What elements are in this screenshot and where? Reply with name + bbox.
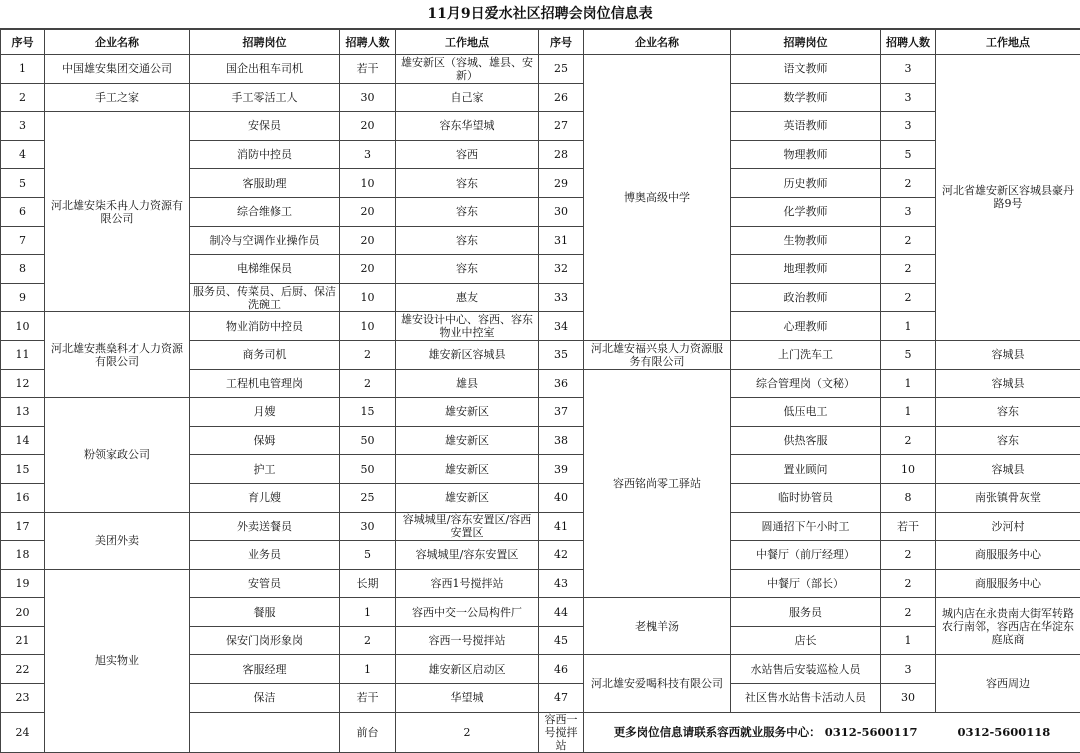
row-number: 23 [1, 684, 45, 713]
row-number: 15 [1, 455, 45, 484]
row-number: 24 [1, 712, 45, 752]
hire-count: 3 [881, 197, 936, 226]
row-number: 19 [1, 569, 45, 598]
row-number: 26 [539, 83, 584, 112]
company-name: 河北雄安燕燊科才人力资源有限公司 [45, 312, 190, 398]
hire-count: 30 [340, 512, 396, 541]
hire-count: 2 [340, 626, 396, 655]
hire-count: 5 [340, 541, 396, 570]
work-place: 容东 [936, 398, 1080, 427]
job-title: 护工 [190, 455, 340, 484]
job-title: 置业顾问 [731, 455, 881, 484]
job-table [0, 29, 1080, 753]
row-number: 22 [1, 655, 45, 684]
job-title: 政治教师 [731, 283, 881, 312]
job-title: 临时协管员 [731, 483, 881, 512]
job-title: 前台 [340, 712, 396, 752]
hire-count: 1 [881, 626, 936, 655]
table-row [1, 112, 1080, 141]
hire-count: 3 [881, 655, 936, 684]
work-place: 容城县 [936, 455, 1080, 484]
hire-count: 若干 [881, 512, 936, 541]
row-number: 13 [1, 398, 45, 427]
row-number: 35 [539, 340, 584, 369]
job-title: 化学教师 [731, 197, 881, 226]
job-title: 英语教师 [731, 112, 881, 141]
work-place: 雄安新区容城县 [396, 340, 539, 369]
work-place: 雄安新区（容城、雄县、安新） [396, 55, 539, 84]
work-place: 容西周边 [936, 655, 1080, 712]
work-place: 雄安新区 [396, 483, 539, 512]
row-number: 14 [1, 426, 45, 455]
company-name: 老槐羊汤 [584, 598, 731, 655]
work-place: 雄安新区 [396, 398, 539, 427]
row-number: 42 [539, 541, 584, 570]
header-cell: 企业名称 [45, 30, 190, 55]
company-name: 河北雄安爱喝科技有限公司 [584, 655, 731, 712]
hire-count: 20 [340, 112, 396, 141]
table-row [1, 55, 1080, 84]
header-cell: 工作地点 [396, 30, 539, 55]
hire-count: 长期 [340, 569, 396, 598]
row-number: 10 [1, 312, 45, 341]
work-place: 容东华望城 [396, 112, 539, 141]
job-title: 保安门岗形象岗 [190, 626, 340, 655]
job-title: 服务员 [731, 598, 881, 627]
row-number: 33 [539, 283, 584, 312]
job-title: 电梯维保员 [190, 255, 340, 284]
row-number: 34 [539, 312, 584, 341]
job-title: 中餐厅（前厅经理） [731, 541, 881, 570]
hire-count: 1 [881, 398, 936, 427]
company-name: 博奥高级中学 [584, 55, 731, 341]
job-title: 综合管理岗（文秘） [731, 369, 881, 398]
row-number: 3 [1, 112, 45, 141]
hire-count: 1 [340, 655, 396, 684]
work-place: 容西1号搅拌站 [396, 569, 539, 598]
row-number: 20 [1, 598, 45, 627]
row-number: 46 [539, 655, 584, 684]
company-name: 旭实物业 [45, 569, 190, 752]
row-number: 12 [1, 369, 45, 398]
header-cell: 企业名称 [584, 30, 731, 55]
work-place: 容西一号搅拌站 [539, 712, 584, 752]
row-number: 45 [539, 626, 584, 655]
job-title: 育儿嫂 [190, 483, 340, 512]
table-row [1, 398, 1080, 427]
work-place: 容城县 [936, 369, 1080, 398]
header-cell: 招聘人数 [881, 30, 936, 55]
job-title: 数学教师 [731, 83, 881, 112]
hire-count: 2 [340, 340, 396, 369]
row-number: 30 [539, 197, 584, 226]
hire-count: 20 [340, 255, 396, 284]
hire-count: 若干 [340, 55, 396, 84]
row-number: 4 [1, 140, 45, 169]
hire-count: 10 [340, 283, 396, 312]
work-place: 雄安设计中心、容西、容东物业中控室 [396, 312, 539, 341]
hire-count: 10 [340, 169, 396, 198]
job-title: 业务员 [190, 541, 340, 570]
hire-count: 10 [881, 455, 936, 484]
job-title: 社区售水站售卡活动人员 [731, 684, 881, 713]
hire-count: 5 [881, 340, 936, 369]
header-row [1, 30, 1080, 55]
header-cell: 招聘岗位 [190, 30, 340, 55]
row-number: 36 [539, 369, 584, 398]
contact-footer: 更多岗位信息请联系容西就业服务中心： 0312-5600117 0312-5600118 [584, 712, 1080, 752]
header-cell: 招聘岗位 [731, 30, 881, 55]
hire-count: 15 [340, 398, 396, 427]
job-title: 地理教师 [731, 255, 881, 284]
job-title: 制冷与空调作业操作员 [190, 226, 340, 255]
hire-count: 5 [881, 140, 936, 169]
work-place: 容城城里/容东安置区 [396, 541, 539, 570]
hire-count: 2 [881, 226, 936, 255]
hire-count: 30 [881, 684, 936, 713]
job-title: 水站售后安装巡检人员 [731, 655, 881, 684]
hire-count: 1 [340, 598, 396, 627]
row-number: 31 [539, 226, 584, 255]
job-title: 客服经理 [190, 655, 340, 684]
hire-count: 30 [340, 83, 396, 112]
row-number: 9 [1, 283, 45, 312]
hire-count: 2 [881, 541, 936, 570]
job-title: 店长 [731, 626, 881, 655]
work-place: 南张镇骨灰堂 [936, 483, 1080, 512]
job-title: 商务司机 [190, 340, 340, 369]
work-place: 雄安新区 [396, 455, 539, 484]
work-place: 雄安新区 [396, 426, 539, 455]
table-row [1, 512, 1080, 541]
hire-count: 50 [340, 455, 396, 484]
company-name: 容西铭尚零工驿站 [584, 369, 731, 598]
row-number: 47 [539, 684, 584, 713]
hire-count: 10 [340, 312, 396, 341]
row-number: 40 [539, 483, 584, 512]
company-name: 中国雄安集团交通公司 [45, 55, 190, 84]
hire-count: 3 [881, 112, 936, 141]
hire-count: 1 [881, 369, 936, 398]
hire-count: 2 [881, 283, 936, 312]
job-title: 月嫂 [190, 398, 340, 427]
work-place: 沙河村 [936, 512, 1080, 541]
row-number: 7 [1, 226, 45, 255]
hire-count: 2 [340, 369, 396, 398]
work-place: 河北省雄安新区容城县豪丹路9号 [936, 55, 1080, 341]
row-number: 5 [1, 169, 45, 198]
header-cell: 序号 [539, 30, 584, 55]
hire-count: 2 [396, 712, 539, 752]
work-place: 商服服务中心 [936, 541, 1080, 570]
row-number: 27 [539, 112, 584, 141]
hire-count: 25 [340, 483, 396, 512]
header-cell: 序号 [1, 30, 45, 55]
work-place: 雄安新区启动区 [396, 655, 539, 684]
table-row [1, 312, 1080, 341]
row-number: 8 [1, 255, 45, 284]
job-title: 工程机电管理岗 [190, 369, 340, 398]
company-name [190, 712, 340, 752]
row-number: 1 [1, 55, 45, 84]
job-title: 安管员 [190, 569, 340, 598]
job-title: 供热客服 [731, 426, 881, 455]
company-name: 手工之家 [45, 83, 190, 112]
hire-count: 2 [881, 255, 936, 284]
row-number: 2 [1, 83, 45, 112]
work-place: 容西中交一公局构件厂 [396, 598, 539, 627]
company-name: 河北雄安柒禾冉人力资源有限公司 [45, 112, 190, 312]
job-title: 物理教师 [731, 140, 881, 169]
work-place: 自己家 [396, 83, 539, 112]
work-place: 容东 [396, 197, 539, 226]
work-place: 雄县 [396, 369, 539, 398]
work-place: 容西一号搅拌站 [396, 626, 539, 655]
table-row [1, 83, 1080, 112]
job-title: 心理教师 [731, 312, 881, 341]
job-title: 外卖送餐员 [190, 512, 340, 541]
hire-count: 2 [881, 569, 936, 598]
work-place: 惠友 [396, 283, 539, 312]
hire-count: 1 [881, 312, 936, 341]
hire-count: 8 [881, 483, 936, 512]
row-number: 44 [539, 598, 584, 627]
hire-count: 若干 [340, 684, 396, 713]
job-title: 语文教师 [731, 55, 881, 84]
header-cell: 工作地点 [936, 30, 1080, 55]
work-place: 容东 [936, 426, 1080, 455]
job-title: 物业消防中控员 [190, 312, 340, 341]
job-title: 圆通招下午小时工 [731, 512, 881, 541]
row-number: 21 [1, 626, 45, 655]
company-name: 粉领家政公司 [45, 398, 190, 512]
header-cell: 招聘人数 [340, 30, 396, 55]
hire-count: 2 [881, 169, 936, 198]
job-title: 安保员 [190, 112, 340, 141]
job-title: 上门洗车工 [731, 340, 881, 369]
row-number: 16 [1, 483, 45, 512]
row-number: 17 [1, 512, 45, 541]
table-row [1, 569, 1080, 598]
job-title: 低压电工 [731, 398, 881, 427]
work-place: 华望城 [396, 684, 539, 713]
job-title: 综合维修工 [190, 197, 340, 226]
row-number: 29 [539, 169, 584, 198]
hire-count: 3 [881, 83, 936, 112]
row-number: 41 [539, 512, 584, 541]
hire-count: 20 [340, 197, 396, 226]
row-number: 11 [1, 340, 45, 369]
job-title: 历史教师 [731, 169, 881, 198]
work-place: 容城县 [936, 340, 1080, 369]
row-number: 25 [539, 55, 584, 84]
table-title: 11月9日爱水社区招聘会岗位信息表 [0, 0, 1080, 29]
job-title: 中餐厅（部长） [731, 569, 881, 598]
row-number: 32 [539, 255, 584, 284]
work-place: 商服服务中心 [936, 569, 1080, 598]
hire-count: 2 [881, 598, 936, 627]
hire-count: 3 [881, 55, 936, 84]
work-place: 容西 [396, 140, 539, 169]
job-title: 生物教师 [731, 226, 881, 255]
job-title: 手工零活工人 [190, 83, 340, 112]
row-number: 39 [539, 455, 584, 484]
hire-count: 2 [881, 426, 936, 455]
job-title: 服务员、传菜员、后厨、保洁洗碗工 [190, 283, 340, 312]
row-number: 37 [539, 398, 584, 427]
work-place: 容东 [396, 226, 539, 255]
work-place: 城内店在永贵南大街军转路农行南邻，容西店在华淀东庭底商 [936, 598, 1080, 655]
job-title: 国企出租车司机 [190, 55, 340, 84]
row-number: 28 [539, 140, 584, 169]
work-place: 容城城里/容东安置区/容西安置区 [396, 512, 539, 541]
work-place: 容东 [396, 169, 539, 198]
work-place: 容东 [396, 255, 539, 284]
job-title: 保洁 [190, 684, 340, 713]
company-name: 美团外卖 [45, 512, 190, 569]
hire-count: 50 [340, 426, 396, 455]
row-number: 6 [1, 197, 45, 226]
row-number: 18 [1, 541, 45, 570]
hire-count: 20 [340, 226, 396, 255]
job-title: 保姆 [190, 426, 340, 455]
row-number: 43 [539, 569, 584, 598]
job-title: 餐服 [190, 598, 340, 627]
job-title: 消防中控员 [190, 140, 340, 169]
job-title: 客服助理 [190, 169, 340, 198]
hire-count: 3 [340, 140, 396, 169]
row-number: 38 [539, 426, 584, 455]
company-name: 河北雄安福兴泉人力资源服务有限公司 [584, 340, 731, 369]
